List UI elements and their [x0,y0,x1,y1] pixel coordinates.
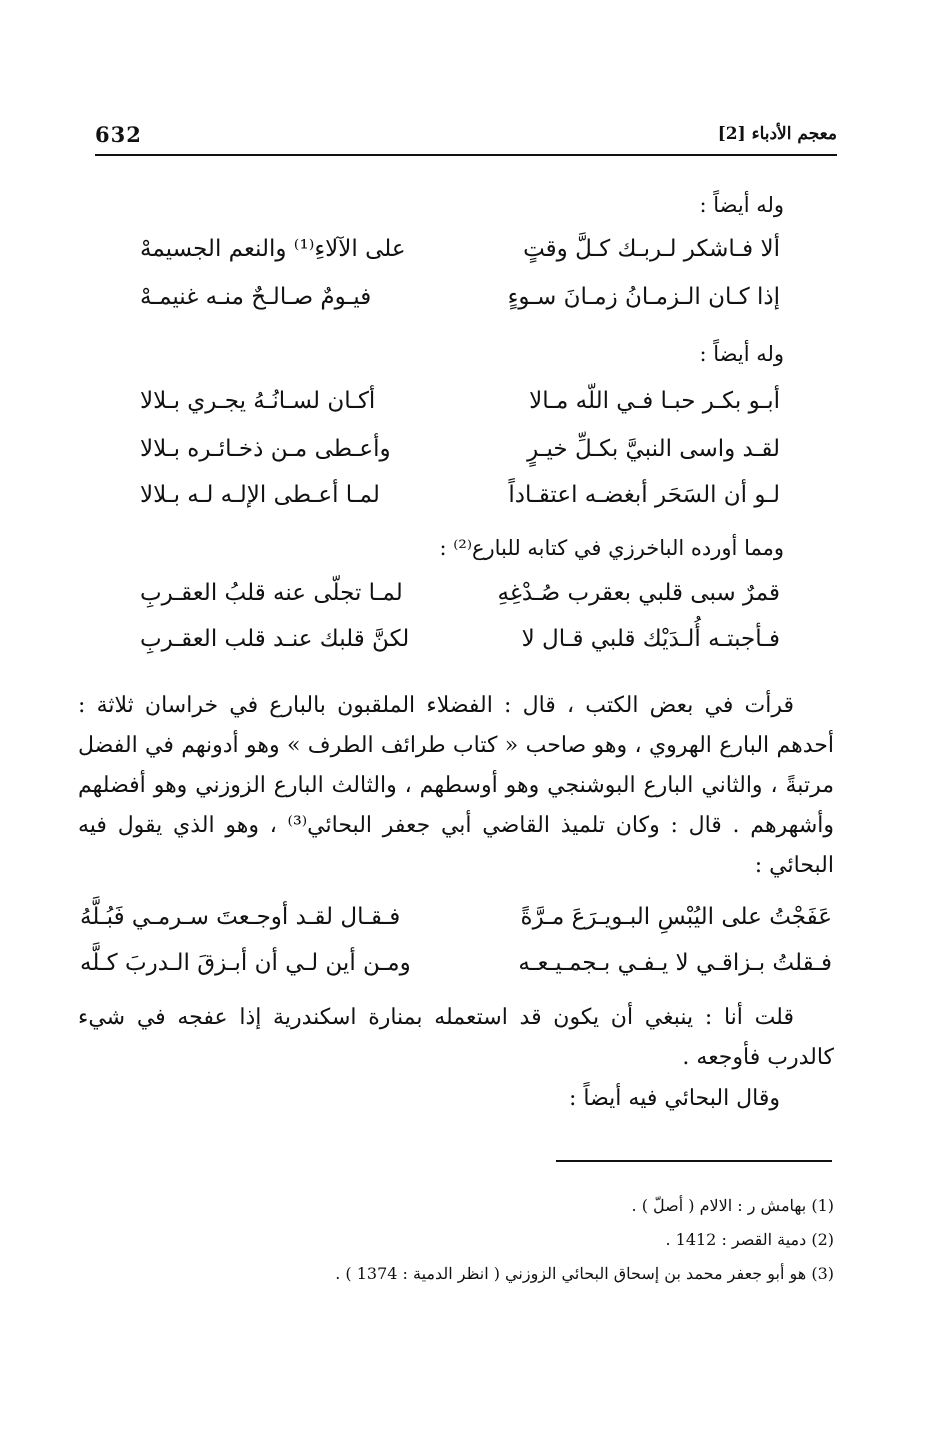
verse-first-hemistich: عَفَجْتُ على اليُبْسِ البـويـرَعَ مـرَّةً [520,904,832,930]
verse-line [140,626,780,670]
footnote: (3) هو أبو جعفر محمد بن إسحاق البحائي الزوزني ( انظر الدمية : 1374 ) . [335,1264,834,1283]
verse-line [80,950,832,994]
verse-line [140,580,780,624]
verse-second-hemistich: لمـا تجلّى عنه قلبُ العقـربِ [140,580,403,606]
footnote: (2) دمية القصر : 1412 . [665,1230,834,1249]
verse-line [140,436,780,480]
closing-intro: وقال البحائي فيه أيضاً : [569,1086,780,1111]
header-rule [95,154,837,156]
verse-first-hemistich: أبـو بكـر حبـا فـي اللّه مـالا [529,388,780,414]
poem-intro: وله أيضاً : [699,193,784,217]
verse-line [140,284,780,328]
verse-second-hemistich: على الآلاءِ⁽¹⁾ والنعم الجسيمهْ [140,236,406,262]
verse-first-hemistich: فـأجبتـه أُلـدَيْك قلبي قـال لا [521,626,780,652]
verse-second-hemistich: فـقـال لقـد أوجـعتَ سـرمـي فَبُـلَّهُ [80,904,401,930]
verse-line [140,388,780,432]
poem-intro: ومما أورده الباخرزي في كتابه للبارع⁽²⁾ : [439,536,784,560]
verse-second-hemistich: لمـا أعـطى الإلـه لـه بـلالا [140,482,380,508]
footnote-rule [556,1160,832,1162]
verse-line [140,482,780,526]
verse-first-hemistich: لـو أن السَحَر أبغضـه اعتقـاداً [508,482,780,508]
verse-line [140,236,780,280]
verse-second-hemistich: ومـن أين لـي أن أبـزقَ الـدربَ كـلَّه [80,950,411,976]
verse-first-hemistich: لقـد واسى النبيَّ بكـلِّ خيـرٍ [527,436,780,462]
verse-second-hemistich: لكنَّ قلبك عنـد قلب العقـربِ [140,626,410,652]
verse-first-hemistich: فـقلتُ بـزاقـي لا يـفـي بـجمـيـعـه [518,950,832,976]
paragraph-text: قرأت في بعض الكتب ، قال : الفضلاء الملقبون بالبارع في خراسان ثلاثة : أحدهم البارع الهروي ، وهو صاحب « كتاب طرائف الطرف » وهو أدونهم في الفضل مرتبةً ، والثاني البارع البوشنجي وهو أوسطهم ، والثالث البارع الزوزني وهو أفضلهم وأشهرهم . قال : وكان تلميذ القاضي أبي جعفر البحائي⁽³⁾ ، وهو الذي يقول فيه البحائي : [78,693,834,878]
page-header [95,118,837,158]
verse-second-hemistich: فيـومٌ صـالـحٌ منـه غنيمـهْ [140,284,372,310]
verse-second-hemistich: وأعـطى مـن ذخـائـره بـلالا [140,436,391,462]
running-title: معجم الأدباء [2] [717,124,837,144]
verse-line [80,904,832,948]
verse-first-hemistich: ألا فـاشكر لـربـك كـلَّ وقتٍ [523,236,780,262]
paragraph-text: قلت أنا : ينبغي أن يكون قد استعمله بمنارة اسكندرية إذا عفجه في شيء كالدرب فأوجعه . [78,1005,834,1070]
page-number: 632 [95,122,142,147]
verse-first-hemistich: إذا كـان الـزمـانُ زمـانَ سـوءٍ [507,284,780,310]
prose-paragraph [78,998,834,1078]
verse-second-hemistich: أكـان لسـانُـهُ يجـري بـلالا [140,388,376,414]
poem-intro: وله أيضاً : [699,342,784,366]
footnote: (1) بهامش ر : الالام ( أصلّ ) . [631,1196,834,1215]
verse-first-hemistich: قمرٌ سبى قلبي بعقرب صُـدْغِهِ [497,580,780,606]
prose-paragraph [78,686,834,886]
